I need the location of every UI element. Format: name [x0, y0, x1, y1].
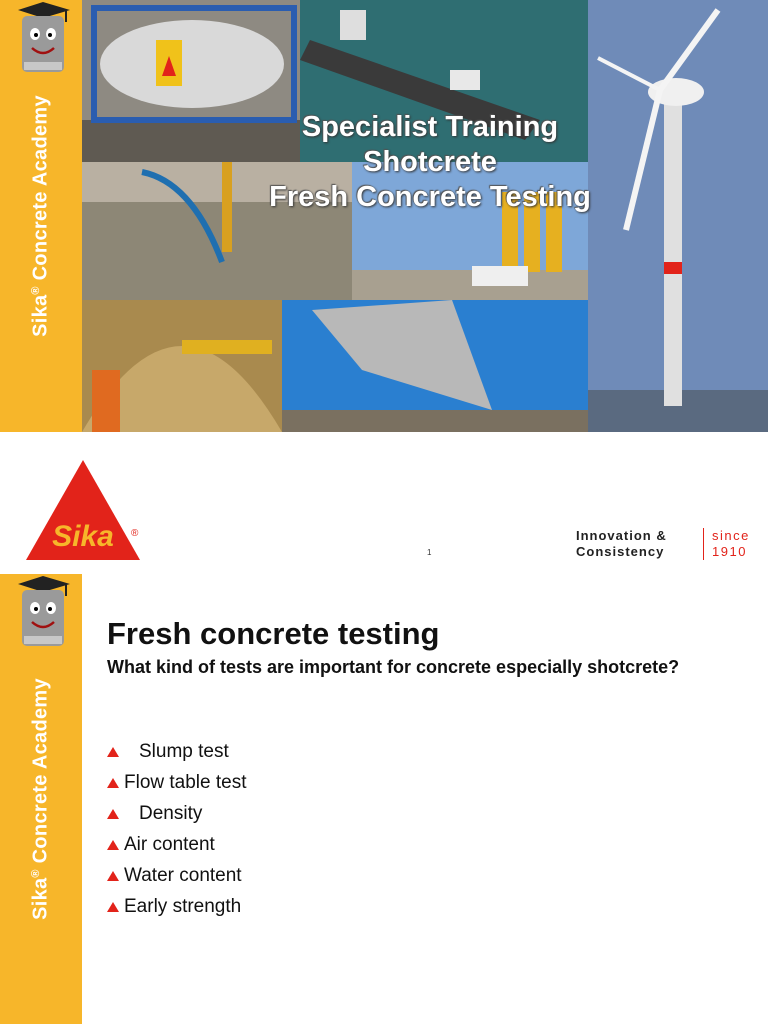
precast-panel-photo — [282, 300, 588, 432]
red-triangle-icon — [107, 778, 119, 788]
list-item: Air content — [107, 829, 247, 860]
page-number: 1 — [427, 548, 432, 557]
red-triangle-icon — [107, 747, 119, 757]
graduate-mascot-icon — [12, 0, 74, 76]
tagline-line-1: Innovation & — [576, 528, 667, 543]
title-line-2: Shotcrete — [363, 146, 497, 178]
since-label: since — [712, 528, 750, 543]
test-list — [107, 736, 247, 922]
sidebar-academy-label: Sika® Concrete Academy — [29, 678, 52, 920]
tagline — [576, 528, 667, 560]
list-item: Water content — [107, 860, 247, 891]
red-triangle-icon — [107, 902, 119, 912]
sidebar-academy-label: Sika® Concrete Academy — [29, 95, 52, 337]
graduate-mascot-icon — [12, 574, 74, 650]
list-item: Early strength — [107, 891, 247, 922]
logo-registered-mark: ® — [131, 528, 139, 539]
slide-heading: Fresh concrete testing — [107, 616, 440, 651]
red-triangle-icon — [107, 809, 119, 819]
red-triangle-icon — [107, 871, 119, 881]
since-year — [712, 528, 750, 560]
title-line-3: Fresh Concrete Testing — [269, 181, 591, 213]
title-line-1: Specialist Training — [301, 111, 559, 143]
list-item: Density — [107, 798, 247, 829]
sika-logo-icon — [26, 460, 140, 560]
wind-turbine-photo — [588, 0, 768, 432]
svg-text:Sika: Sika — [52, 520, 114, 553]
tagline-line-2: Consistency — [576, 544, 665, 559]
red-triangle-icon — [107, 840, 119, 850]
list-item: Slump test — [107, 736, 247, 767]
slide-subheading: What kind of tests are important for concrete especially shotcrete? — [107, 657, 680, 677]
tunnel-shotcrete-photo — [82, 300, 282, 432]
slide-2 — [0, 574, 768, 1024]
list-item: Flow table test — [107, 767, 247, 798]
tagline-divider — [703, 528, 704, 560]
since-value: 1910 — [712, 544, 747, 559]
slide-title — [200, 110, 660, 215]
